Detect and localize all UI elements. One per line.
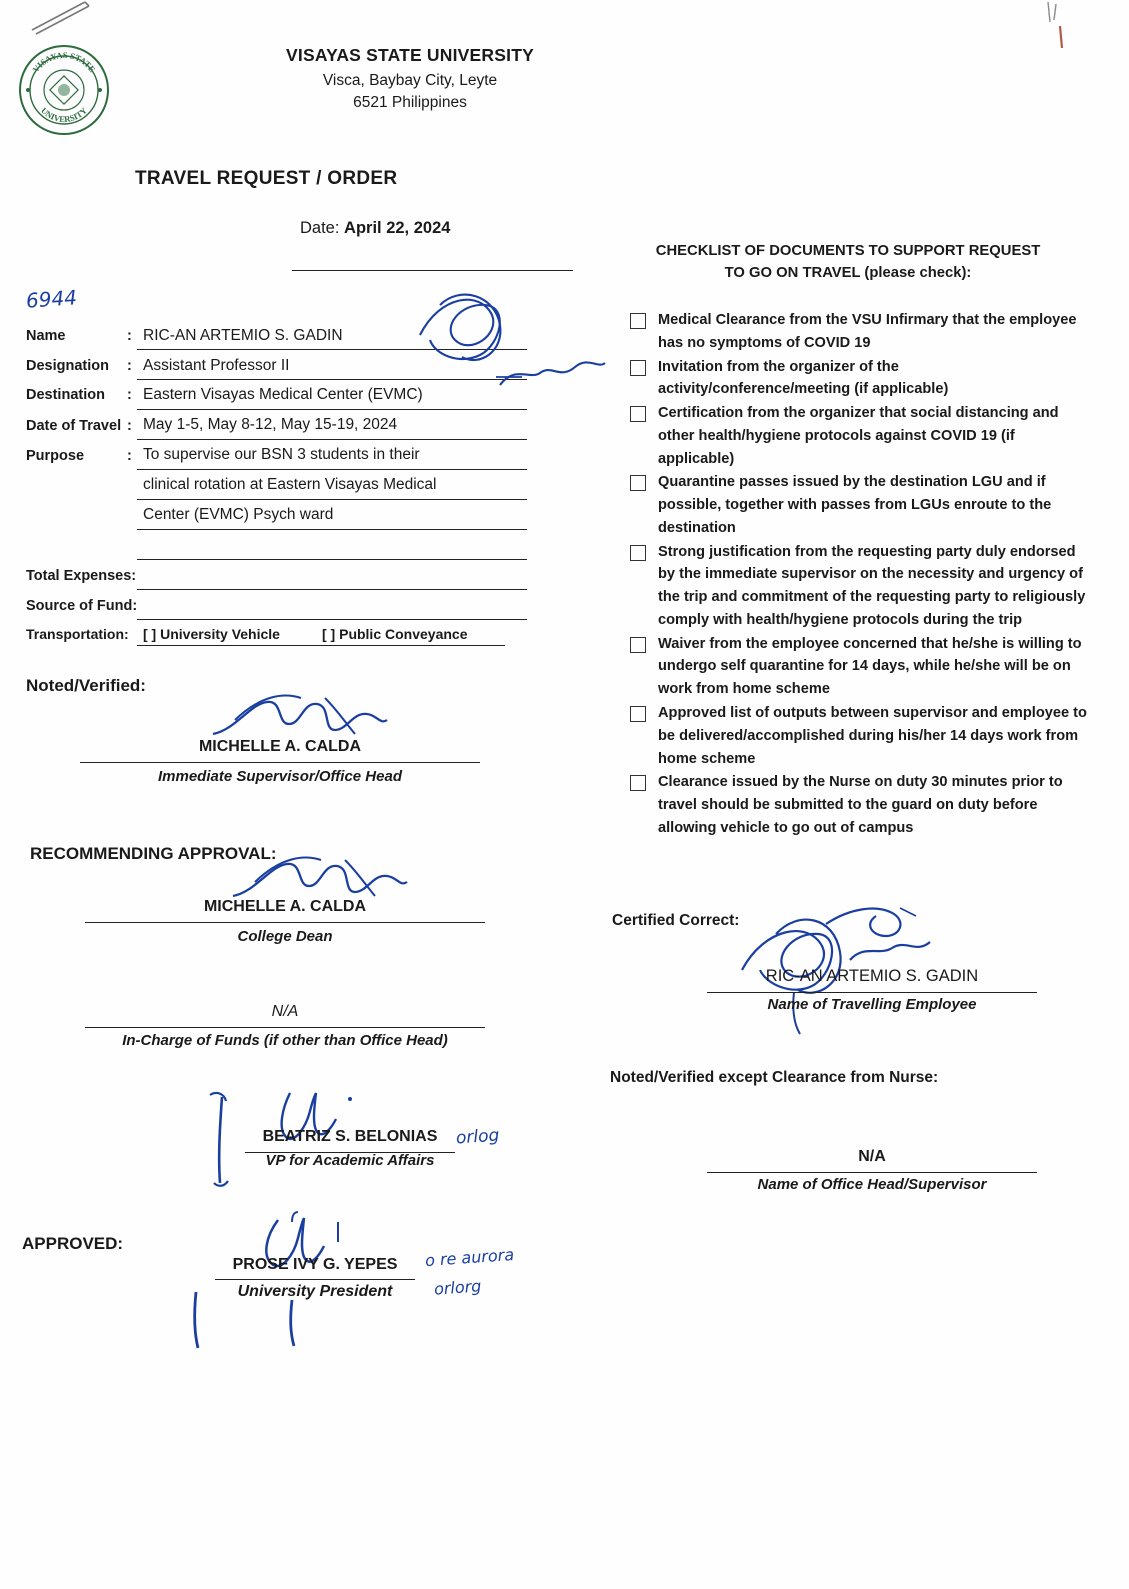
rule-president — [215, 1279, 415, 1280]
handwritten-number-note: 6944 — [25, 285, 78, 313]
colon-date-of-travel: : — [127, 418, 132, 434]
president-name: PROSE IVY G. YEPES — [232, 1256, 398, 1273]
approved-heading: APPROVED: — [22, 1234, 124, 1253]
date-value: April 22, 2024 — [344, 219, 451, 237]
checklist-item-label: Medical Clearance from the VSU Infirmary that the employee has no symptoms of COVID 19 — [658, 312, 1077, 351]
funds-role: In-Charge of Funds (if other than Office Head) — [122, 1032, 448, 1049]
certified-correct-heading: Certified Correct: — [612, 912, 740, 929]
transportation-option-public-conveyance[interactable]: [ ] Public Conveyance — [322, 626, 468, 642]
checklist-item-label: Clearance issued by the Nurse on duty 30 minutes prior to travel should be submitted to the guard on duty before allowing vehicle to go out of campus — [658, 774, 1063, 836]
checklist-item-label: Strong justification from the requesting party duly endorsed by the immediate supervisor on the necessity and urgency of the trip and commitment of the requesting party to religiously comply with health/hygiene protocols during the trip — [658, 543, 1086, 628]
value-date-of-travel: May 1-5, May 8-12, May 15-19, 2024 — [143, 416, 398, 433]
date-label: Date: — [300, 219, 340, 237]
checkbox-icon[interactable] — [630, 545, 646, 561]
rule-purpose-1 — [137, 469, 527, 470]
checklist-title — [608, 240, 1088, 284]
checklist-item-label: Invitation from the organizer of the activity/conference/meeting (if applicable) — [658, 358, 949, 398]
rule-funds — [85, 1027, 485, 1028]
supervisor-name: MICHELLE A. CALDA — [198, 738, 362, 755]
university-address-line1: Visca, Baybay City, Leyte — [322, 72, 498, 89]
checklist-item[interactable] — [630, 771, 1090, 839]
vp-annotation: orlog — [455, 1125, 500, 1149]
checklist-item[interactable] — [630, 633, 1090, 701]
dean-role: College Dean — [237, 928, 333, 945]
office-head-role: Name of Office Head/Supervisor — [757, 1176, 987, 1193]
rule-source-of-fund — [137, 619, 527, 620]
document-date — [300, 219, 450, 238]
rule-office-head — [707, 1172, 1037, 1173]
supervisor-role: Immediate Supervisor/Office Head — [158, 768, 402, 785]
university-name: VISAYAS STATE UNIVERSITY — [286, 45, 534, 65]
checklist-item[interactable] — [630, 702, 1090, 770]
university-address-line2: 6521 Philippines — [353, 94, 467, 112]
traveller-role: Name of Travelling Employee — [767, 996, 977, 1013]
checklist — [630, 309, 1090, 841]
page-title: TRAVEL REQUEST / ORDER — [135, 168, 398, 189]
corner-scribble-mark — [30, 0, 100, 36]
checkbox-icon[interactable] — [630, 775, 646, 791]
transportation-option-university-vehicle[interactable]: [ ] University Vehicle — [143, 626, 280, 642]
checkbox-icon[interactable] — [630, 637, 646, 653]
checklist-title-line2: TO GO ON TRAVEL (please check): — [724, 265, 972, 282]
label-destination: Destination — [26, 387, 105, 403]
president-annotation-1: o re aurora — [424, 1244, 515, 1271]
checklist-item-label: Certification from the organizer that social distancing and other health/hygiene protocols against COVID 19 (if applicable) — [658, 405, 1059, 467]
value-name: RIC-AN ARTEMIO S. GADIN — [143, 327, 343, 344]
label-source-of-fund: Source of Fund: — [26, 598, 138, 614]
value-purpose-line2: clinical rotation at Eastern Visayas Medical — [143, 476, 437, 493]
vp-role: VP for Academic Affairs — [265, 1152, 435, 1169]
funds-value: N/A — [271, 1003, 299, 1020]
checklist-item-label: Approved list of outputs between supervisor and employee to be delivered/accomplished during his/her 14 days work from home scheme — [658, 705, 1087, 767]
checkbox-icon[interactable] — [630, 475, 646, 491]
svg-text:VISAYAS STATE: VISAYAS STATE — [30, 49, 98, 75]
label-transportation: Transportation: — [26, 626, 129, 642]
rule-supervisor — [80, 762, 480, 763]
top-right-stray-mark — [1040, 0, 1080, 60]
checklist-item[interactable] — [630, 356, 1090, 402]
rule-destination — [137, 409, 527, 410]
rule-date-of-travel — [137, 439, 527, 440]
rule-designation — [137, 379, 527, 380]
university-seal-logo — [18, 44, 110, 136]
label-date-of-travel: Date of Travel — [26, 418, 122, 434]
vp-name: BEATRIZ S. BELONIAS — [262, 1128, 438, 1145]
dean-name: MICHELLE A. CALDA — [203, 898, 367, 915]
rule-blank-1 — [137, 559, 527, 560]
colon-destination: : — [127, 387, 132, 403]
rule-purpose-2 — [137, 499, 527, 500]
checklist-item[interactable] — [630, 402, 1090, 470]
value-purpose-line3: Center (EVMC) Psych ward — [143, 506, 334, 523]
checklist-item[interactable] — [630, 541, 1090, 632]
noted-except-nurse-heading: Noted/Verified except Clearance from Nurse: — [610, 1069, 939, 1086]
checkbox-icon[interactable] — [630, 406, 646, 422]
president-role: University President — [237, 1283, 393, 1300]
label-total-expenses: Total Expenses: — [26, 568, 137, 584]
traveller-name: RIC-AN ARTEMIO S. GADIN — [765, 967, 979, 985]
colon-designation: : — [127, 358, 132, 374]
value-destination: Eastern Visayas Medical Center (EVMC) — [143, 386, 423, 403]
rule-traveller — [707, 992, 1037, 993]
office-head-value: N/A — [858, 1148, 886, 1165]
checklist-item-label: Waiver from the employee concerned that he/she is willing to undergo self quarantine for 14 days, while he/she will be on work from home scheme — [658, 635, 1082, 698]
signature-scribble-top — [400, 285, 620, 405]
label-designation: Designation — [26, 358, 109, 374]
rule-transportation — [137, 645, 505, 646]
colon-name: : — [127, 328, 132, 344]
checkbox-icon[interactable] — [630, 313, 646, 329]
colon-purpose: : — [127, 448, 132, 464]
rule-total-expenses — [137, 589, 527, 590]
value-purpose-line1: To supervise our BSN 3 students in their — [143, 446, 420, 463]
rule-name — [137, 349, 527, 350]
checklist-item[interactable] — [630, 471, 1090, 539]
university-header — [200, 45, 620, 115]
form-rule-top — [292, 270, 573, 271]
checkbox-icon[interactable] — [630, 360, 646, 376]
checklist-item-label: Quarantine passes issued by the destination LGU and if possible, together with passes from LGUs enroute to the destination — [658, 474, 1052, 536]
checkbox-icon[interactable] — [630, 706, 646, 722]
noted-verified-heading: Noted/Verified: — [26, 676, 146, 695]
svg-text:UNIVERSITY: UNIVERSITY — [39, 105, 89, 125]
checklist-title-line1: CHECKLIST OF DOCUMENTS TO SUPPORT REQUEST — [655, 243, 1041, 259]
president-annotation-2: orlorg — [433, 1276, 482, 1299]
value-designation: Assistant Professor II — [143, 357, 290, 374]
label-name: Name — [26, 328, 66, 344]
rule-purpose-3 — [137, 529, 527, 530]
rule-dean — [85, 922, 485, 923]
recommending-approval-heading: RECOMMENDING APPROVAL: — [30, 844, 277, 863]
checklist-item[interactable] — [630, 309, 1090, 355]
label-purpose: Purpose — [26, 448, 85, 464]
